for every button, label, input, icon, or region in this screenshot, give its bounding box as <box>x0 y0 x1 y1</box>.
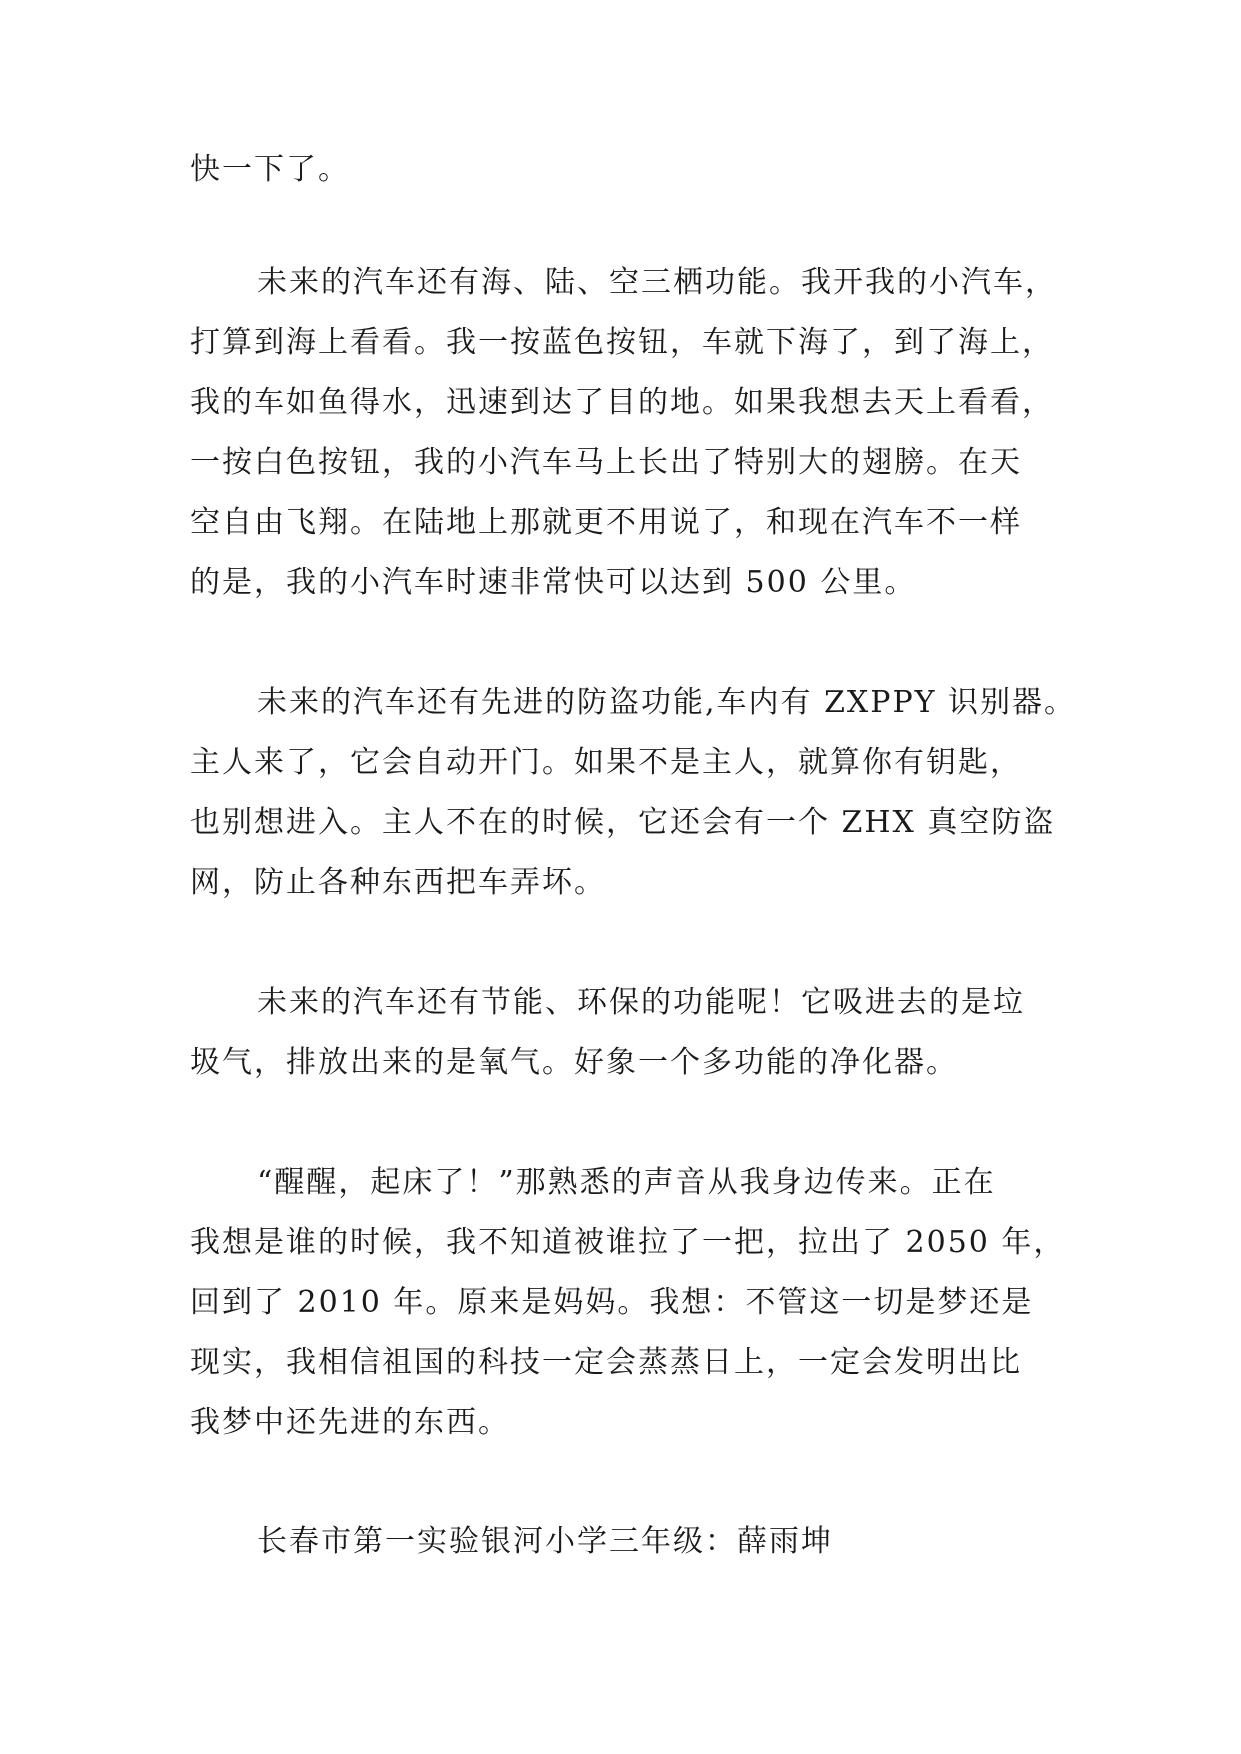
paragraph-5-line-3: 回到了 2010 年。原来是妈妈。我想：不管这一切是梦还是 <box>190 1285 1034 1320</box>
paragraph-2-line-1: 未来的汽车还有海、陆、空三栖功能。我开我的小汽车， <box>257 265 1057 300</box>
paragraph-5-line-5: 我梦中还先进的东西。 <box>190 1405 510 1440</box>
paragraph-1-line-1: 快一下了。 <box>190 152 350 187</box>
author-signature-line: 长春市第一实验银河小学三年级：薛雨坤 <box>257 1524 833 1559</box>
paragraph-5-line-2: 我想是谁的时候，我不知道被谁拉了一把，拉出了 2050 年， <box>190 1225 1066 1260</box>
paragraph-4-line-1: 未来的汽车还有节能、环保的功能呢！它吸进去的是垃 <box>257 985 1025 1020</box>
paragraph-2-line-6: 的是，我的小汽车时速非常快可以达到 500 公里。 <box>190 565 917 600</box>
paragraph-4-line-2: 圾气，排放出来的是氧气。好象一个多功能的净化器。 <box>190 1045 958 1080</box>
paragraph-2-line-3: 我的车如鱼得水，迅速到达了目的地。如果我想去天上看看， <box>190 385 1054 420</box>
paragraph-3-line-4: 网，防止各种东西把车弄坏。 <box>190 865 606 900</box>
paragraph-5-line-1: “醒醒，起床了！”那熟悉的声音从我身边传来。正在 <box>257 1165 996 1200</box>
paragraph-3-line-3: 也别想进入。主人不在的时候，它还会有一个 ZHX 真空防盗 <box>190 805 1056 840</box>
paragraph-2-line-4: 一按白色按钮，我的小汽车马上长出了特别大的翅膀。在天 <box>190 445 1022 480</box>
paragraph-2-line-2: 打算到海上看看。我一按蓝色按钮，车就下海了，到了海上， <box>190 325 1054 360</box>
paragraph-2-line-5: 空自由飞翔。在陆地上那就更不用说了，和现在汽车不一样 <box>190 505 1022 540</box>
paragraph-3-line-2: 主人来了，它会自动开门。如果不是主人，就算你有钥匙， <box>190 745 1022 780</box>
paragraph-5-line-4: 现实，我相信祖国的科技一定会蒸蒸日上，一定会发明出比 <box>190 1345 1022 1380</box>
paragraph-3-line-1: 未来的汽车还有先进的防盗功能,车内有 ZXPPY 识别器。 <box>257 685 1076 720</box>
